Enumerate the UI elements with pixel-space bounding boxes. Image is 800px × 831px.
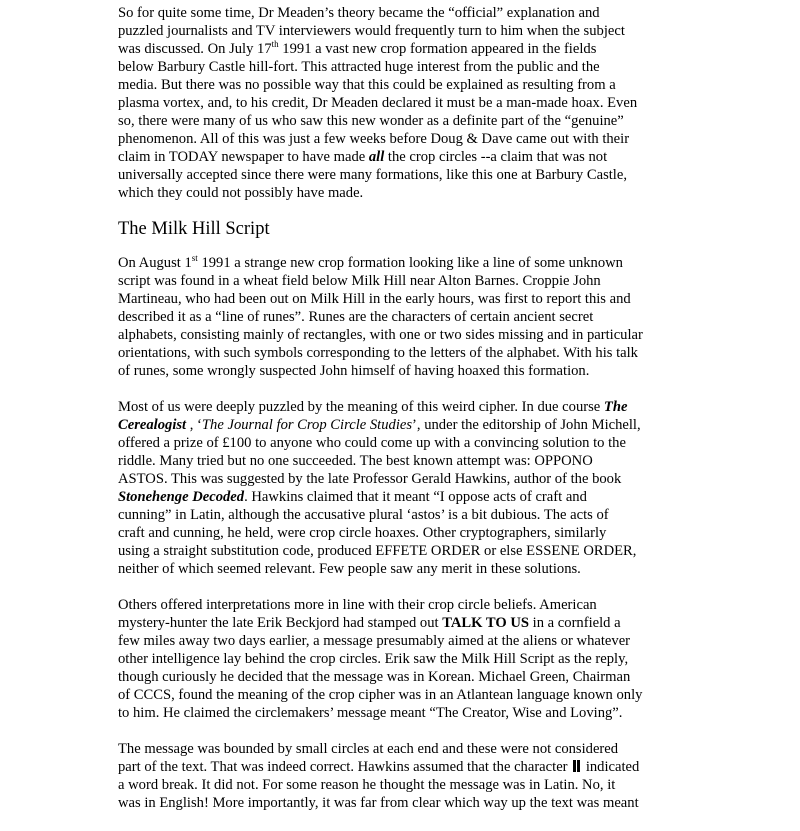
text-line: alphabets, consisting mainly of rectangles, with one or two sides missing and in particular [118,327,643,343]
section-heading: The Milk Hill Script [118,219,270,239]
paragraph-milk-hill-discovery [118,254,678,380]
text-line: few miles away two days earlier, a message presumably aimed at the aliens or whatever [118,633,631,649]
text-line: puzzled journalists and TV interviewers would frequently turn to him when the subject [118,23,625,39]
double-bar-glyph-icon [572,760,581,772]
text-line: so, there were many of us who saw this new wonder as a definite part of the “genuine” [118,113,624,129]
text-line: craft and cunning, he held, were crop circle hoaxes. Other cryptographers, similarly [118,525,607,541]
paragraph-meaden-theory [118,4,678,202]
text-line: riddle. Many tried but no one succeeded. The best known attempt was: OPPONO [118,453,593,469]
text-line: of CCCS, found the meaning of the crop cipher was in an Atlantean language known only [118,687,643,703]
text-line: mystery-hunter the late Erik Beckjord had stamped out TALK TO US in a cornfield a [118,615,621,631]
text-line: claim in TODAY newspaper to have made all the crop circles --a claim that was not [118,149,608,165]
text-line: of runes, some wrongly suspected John himself of having hoaxed this formation. [118,363,590,379]
paragraph-message-bounds [118,740,678,812]
text-line: Most of us were deeply puzzled by the meaning of this weird cipher. In due course The [118,399,628,415]
text-line: universally accepted since there were many formations, like this one at Barbury Castle, [118,167,627,183]
document-page [118,4,678,812]
text-line: Martineau, who had been out on Milk Hill in the early hours, was first to report this and [118,291,631,307]
text-line: orientations, with such symbols corresponding to the letters of the alphabet. With his talk [118,345,638,361]
text-line: Cerealogist , ‘The Journal for Crop Circle Studies’, under the editorship of John Michell, [118,417,641,433]
text-line: Others offered interpretations more in line with their crop circle beliefs. American [118,597,597,613]
paragraph-interpretations [118,596,678,722]
text-line: below Barbury Castle hill-fort. This attracted huge interest from the public and the [118,59,600,75]
text-line: other intelligence lay behind the crop circles. Erik saw the Milk Hill Script as the reply, [118,651,629,667]
text-line: The message was bounded by small circles at each end and these were not considered [118,741,619,757]
text-line: which they could not possibly have made. [118,185,364,201]
text-line: using a straight substitution code, produced EFFETE ORDER or else ESSENE ORDER, [118,543,637,559]
text-line: phenomenon. All of this was just a few weeks before Doug & Dave came out with their [118,131,630,147]
paragraph-cipher-puzzle [118,398,678,578]
text-line: On August 1st 1991 a strange new crop formation looking like a line of some unknown [118,253,623,271]
text-line: part of the text. That was indeed correct. Hawkins assumed that the character indicated [118,759,640,775]
text-line: neither of which seemed relevant. Few people saw any merit in these solutions. [118,561,581,577]
text-line: plasma vortex, and, to his credit, Dr Meaden declared it must be a man-made hoax. Even [118,95,638,111]
text-line: So for quite some time, Dr Meaden’s theory became the “official” explanation and [118,5,600,21]
text-line: though curiously he decided that the message was in Korean. Michael Green, Chairman [118,669,631,685]
text-line: a word break. It did not. For some reason he thought the message was in Latin. No, it [118,777,616,793]
text-line: to him. He claimed the circlemakers’ message meant “The Creator, Wise and Loving”. [118,705,623,721]
text-line: media. But there was no possible way that this could be explained as resulting from a [118,77,616,93]
text-line: cunning” in Latin, although the accusative plural ‘astos’ is a bit dubious. The acts of [118,507,609,523]
text-line: was discussed. On July 17th 1991 a vast new crop formation appeared in the fields [118,39,597,57]
text-line: script was found in a wheat field below Milk Hill near Alton Barnes. Croppie John [118,273,601,289]
text-line: was in English! More importantly, it was far from clear which way up the text was meant [118,795,639,811]
text-line: described it as a “line of runes”. Runes are the characters of certain ancient secret [118,309,594,325]
text-line: offered a prize of £100 to anyone who could come up with a convincing solution to the [118,435,626,451]
text-line: Stonehenge Decoded. Hawkins claimed that it meant “I oppose acts of craft and [118,489,587,505]
text-line: ASTOS. This was suggested by the late Professor Gerald Hawkins, author of the book [118,471,622,487]
